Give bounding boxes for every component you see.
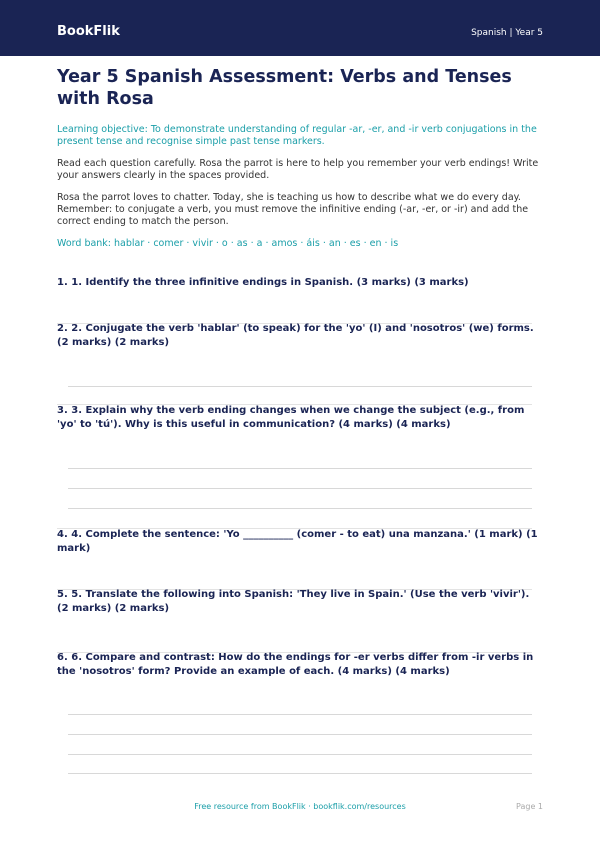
- word-bank: Word bank: hablar · comer · vivir · o · as · a · amos · áis · an · es · en · is: [57, 238, 399, 249]
- question-4: 4. 4. Complete the sentence: 'Yo __________ (comer - to eat) una manzana.' (1 mark) (1 mark): [57, 529, 538, 554]
- answer-line[interactable]: [68, 773, 532, 774]
- question-3: 3. 3. Explain why the verb ending changes when we change the subject (e.g., from 'yo' to 'tú'). Why is this useful in communication? (4 marks) (4 marks): [57, 405, 525, 430]
- page-title: Year 5 Spanish Assessment: Verbs and Tenses with Rosa: [57, 67, 512, 109]
- question-2: 2. 2. Conjugate the verb 'hablar' (to speak) for the 'yo' (I) and 'nosotros' (we) forms. (2 marks) (2 marks): [57, 323, 534, 348]
- answer-line[interactable]: [68, 386, 532, 387]
- answer-line[interactable]: [68, 488, 532, 489]
- answer-line[interactable]: [68, 468, 532, 469]
- answer-line[interactable]: [68, 508, 532, 509]
- intro-text: Rosa the parrot loves to chatter. Today, she is teaching us how to describe what we do every day. Remember: to conjugate a verb, you must remove the infinitive ending (-ar, -er, or -ir) and add the correct ending to match the person.: [57, 192, 529, 227]
- subject-year-label: Spanish | Year 5: [471, 28, 543, 38]
- answer-line[interactable]: [68, 714, 532, 715]
- page-number: Page 1: [516, 802, 543, 811]
- question-1: 1. 1. Identify the three infinitive endings in Spanish. (3 marks) (3 marks): [57, 277, 469, 288]
- learning-objective: Learning objective: To demonstrate understanding of regular -ar, -er, and -ir verb conjugations in the present tense and recognise simple past tense markers.: [57, 124, 537, 147]
- instructions-text: Read each question carefully. Rosa the parrot is here to help you remember your verb endings! Write your answers clearly in the spaces provided.: [57, 158, 539, 181]
- question-5: 5. 5. Translate the following into Spanish: 'They live in Spain.' (Use the verb 'vivir'). (2 marks) (2 marks): [57, 589, 530, 614]
- question-6: 6. 6. Compare and contrast: How do the endings for -er verbs differ from -ir verbs in the 'nosotros' form? Provide an example of each. (4 marks) (4 marks): [57, 652, 534, 677]
- page-header: [0, 0, 600, 56]
- answer-line[interactable]: [68, 754, 532, 755]
- brand-logo[interactable]: BookFlik: [57, 24, 120, 39]
- footer-link[interactable]: Free resource from BookFlik · bookflik.com/resources: [194, 802, 406, 811]
- answer-line[interactable]: [68, 734, 532, 735]
- intro-section: [57, 66, 543, 250]
